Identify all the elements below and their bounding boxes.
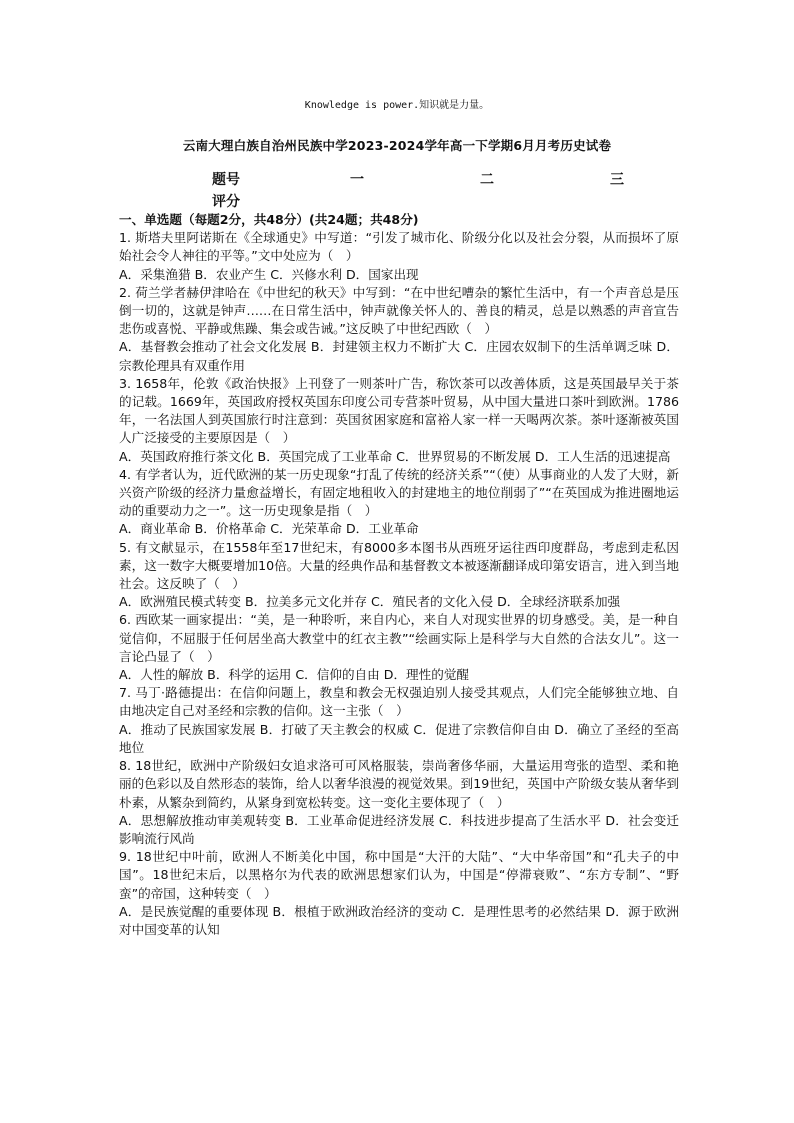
exam-content: [119, 211, 679, 939]
score-table-col-3: 三: [610, 172, 624, 188]
question-options: A．推动了民族国家发展 B．打破了天主教会的权威 C．促进了宗教信仰自由 D．确立了圣经的至高地位: [119, 721, 679, 755]
question-options: A．人性的解放 B．科学的运用 C．信仰的自由 D．理性的觉醒: [119, 667, 470, 683]
score-table-row-number: [212, 168, 682, 190]
exam-title: 云南大理白族自治州民族中学2023-2024学年高一下学期6月月考历史试卷: [182, 138, 612, 153]
score-cell-2: [422, 190, 552, 212]
score-table: [212, 168, 682, 212]
question-stem: 2. 荷兰学者赫伊津哈在《中世纪的秋天》中写到：“在中世纪嘈杂的繁忙生活中，有一个声音总是压倒一切的，这就是钟声……在日常生活中，钟声就像关怀人的、善良的精灵，总是以熟悉的声音宣告悲伤或喜悦、平静或焦躁、集会或告诫。”这反映了中世纪西欧（ ）: [119, 284, 679, 337]
score-cell-1: [292, 190, 422, 212]
question-options: A．商业革命 B．价格革命 C．光荣革命 D．工业革命: [119, 521, 419, 537]
question-stem: 6. 西欧某一画家提出：“美，是一种聆听，来自内心，来自人对现实世界的切身感受。美，是一种自觉信仰，不屈服于任何居坐高大教堂中的红衣主教”“绘画实际上是科学与大自然的合法女儿”。这一言论凸显了（ ）: [119, 612, 679, 664]
question-stem: 1. 斯塔夫里阿诺斯在《全球通史》中写道：“引发了城市化、阶级分化以及社会分裂，从而损坏了原始社会令人神往的平等。”文中处应为（ ）: [119, 230, 679, 264]
score-table-number-label: 题号: [212, 172, 240, 188]
question-stem: 8. 18世纪，欧洲中产阶级妇女追求洛可可风格服装，崇尚奢侈华丽，大量运用弯张的造型、柔和艳丽的色彩以及自然形态的装饰，给人以奢华浪漫的视觉效果。到19世纪，英国中产阶级女装从奢华到朴素，从繁杂到简约，从紧身到宽松转变。这一变化主要体现了（ ）: [119, 758, 679, 810]
score-table-row-score: [212, 190, 682, 212]
score-table-score-label: 评分: [212, 194, 240, 210]
question-stem: 3. 1658年，伦敦《政治快报》上刊登了一则茶叶广告，称饮茶可以改善体质，这是英国最早关于茶的记载。1669年，英国政府授权英国东印度公司专营茶叶贸易，从中国大量进口茶叶到欧洲。1786年，一名法国人到英国旅行时注意到：英国贫困家庭和富裕人家一样一天喝两次茶。茶叶逐渐被英国人广泛接受的主要原因是（ ）: [119, 375, 679, 446]
question-stem: 9. 18世纪中叶前，欧洲人不断美化中国，称中国是“大汗的大陆”、“大中华帝国”和“孔夫子的中国”。18世纪末后，以黑格尔为代表的欧洲思想家们认为，中国是“停滞衰败”、“东方专制”、“野蛮”的帝国，这种转变（ ）: [119, 849, 679, 901]
question-options: A．欧洲殖民模式转变 B．拉美多元文化并存 C．殖民者的文化入侵 D．全球经济联系加强: [119, 594, 621, 610]
section-heading: 一、单选题（每题2分，共48分）(共24题；共48分): [119, 212, 419, 227]
question-stem: 7. 马丁·路德提出：在信仰问题上，教皇和教会无权强迫别人接受其观点，人们完全能够独立地、自由地决定自己对圣经和宗教的信仰。这一主张（ ）: [119, 685, 679, 719]
question-options: A．思想解放推动审美观转变 B．工业革命促进经济发展 C．科技进步提高了生活水平 D．社会变迁影响流行风尚: [119, 812, 679, 846]
motto-header: Knowledge is power.知识就是力量。: [304, 100, 490, 111]
question-options: A．基督教会推动了社会文化发展 B．封建领主权力不断扩大 C．庄园农奴制下的生活单调乏味 D．宗教伦理具有双重作用: [119, 339, 679, 373]
question-stem: 4. 有学者认为，近代欧洲的某一历史现象“打乱了传统的经济关系”“（使）从事商业的人发了大财，新兴资产阶级的经济力量愈益增长，有固定地租收入的封建地主的地位削弱了”“在英国成为推进圈地运动的重要动力之一”。这一历史现象是指（ ）: [119, 466, 679, 519]
question-options: A．采集渔猎 B．农业产生 C．兴修水利 D．国家出现: [119, 266, 419, 282]
score-cell-3: [552, 190, 682, 212]
question-options: A．英国政府推行茶文化 B．英国完成了工业革命 C．世界贸易的不断发展 D．工人生活的迅速提高: [119, 448, 671, 464]
question-options: A．是民族觉醒的重要体现 B．根植于欧洲政治经济的变动 C．是理性思考的必然结果 D．源于欧洲对中国变革的认知: [119, 903, 679, 937]
score-table-col-2: 二: [480, 172, 494, 188]
score-table-col-1: 一: [350, 172, 364, 188]
question-stem: 5. 有文献显示，在1558年至17世纪末，有8000多本图书从西班牙运往西印度群岛，考虑到走私因素，这一数字大概要增加10倍。大量的经典作品和基督教文本被逐渐翻译成印第安语言，进入到当地社会。这反映了（ ）: [119, 539, 679, 592]
